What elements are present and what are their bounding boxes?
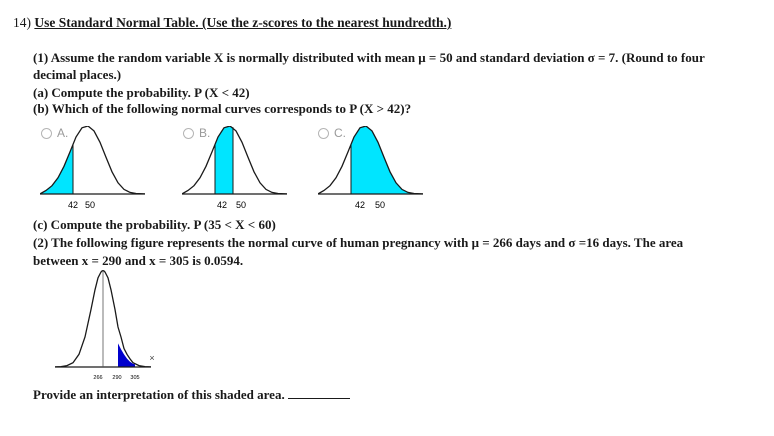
question-header [13, 15, 451, 31]
option-b-tick-42: 42 [216, 200, 228, 210]
pregnancy-tick-266: 266 [93, 375, 103, 381]
option-a-tick-50: 50 [84, 200, 96, 210]
option-b-label: B. [199, 126, 211, 140]
option-b-tick-50: 50 [235, 200, 247, 210]
option-a-label: A. [57, 126, 69, 140]
close-icon[interactable]: × [149, 353, 155, 363]
part1-line1: (1) Assume the random variable X is normally distributed with mean μ = 50 and standard deviation σ = 7. (Round to four [33, 50, 705, 65]
option-c-tick-42: 42 [354, 200, 366, 210]
option-a-shaded-region [40, 144, 73, 194]
part1-question-b: (b) Which of the following normal curves corresponds to P (X > 42)? [33, 101, 412, 116]
part2-line1: (2) The following figure represents the normal curve of human pregnancy with μ = 266 days and σ =16 days. The area [33, 235, 684, 250]
pregnancy-tick-305: 305 [130, 375, 140, 381]
pregnancy-tick-290: 290 [112, 375, 122, 381]
option-c-label: C. [334, 126, 346, 140]
question-number: 14) [13, 15, 31, 30]
option-a-tick-42: 42 [67, 200, 79, 210]
option-c-curve-graph [318, 126, 458, 210]
pregnancy-curve-graph [55, 270, 175, 385]
option-b-curve [182, 126, 287, 194]
part1-line2: decimal places.) [33, 67, 122, 82]
option-b-shaded-region [215, 126, 233, 194]
option-c-shaded-region [351, 126, 423, 194]
question-title: Use Standard Normal Table. (Use the z-scores to the nearest hundredth.) [34, 15, 452, 30]
interpretation-prompt [33, 386, 350, 403]
part1-question-c: (c) Compute the probability. P (35 < X < 60) [33, 217, 276, 232]
answer-blank[interactable] [288, 386, 350, 399]
pregnancy-shaded-region [118, 343, 135, 367]
option-a-curve-graph [40, 126, 180, 210]
option-b-curve-graph [182, 126, 322, 210]
option-c-tick-50: 50 [374, 200, 386, 210]
interpretation-prompt-text: Provide an interpretation of this shaded area. [33, 387, 285, 402]
part2-line2: between x = 290 and x = 305 is 0.0594. [33, 253, 244, 268]
part1-question-a: (a) Compute the probability. P (X < 42) [33, 85, 250, 100]
